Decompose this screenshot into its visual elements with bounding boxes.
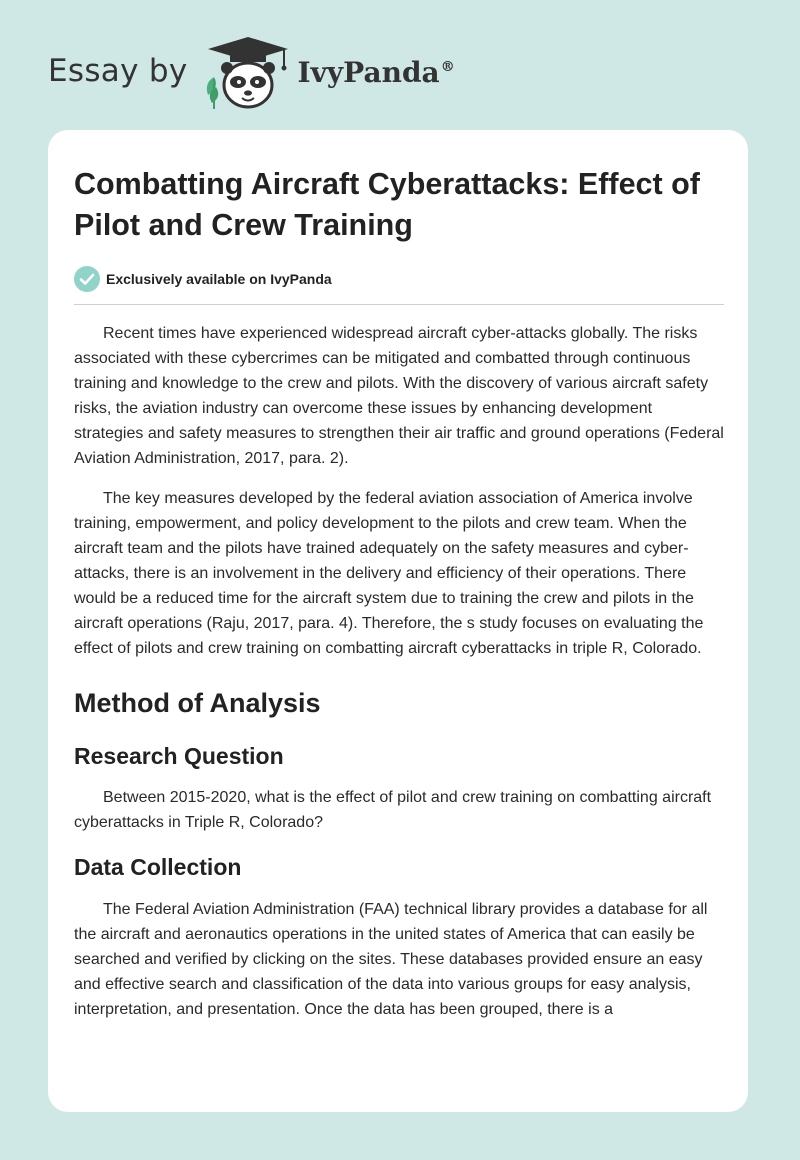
essay-content xyxy=(74,164,724,1022)
data-collection-heading: Data Collection xyxy=(74,854,242,880)
intro-paragraph-2: The key measures developed by the federal aviation association of America involve training, empowerment, and policy development to the pilots and crew team. When the aircraft team and the pilots have trained adequately on the safety measures and cyber-attacks, there is an involvement in the delivery and efficiency of their operations. There would be a reduced time for the aircraft system due to training the crew and pilots in the aircraft operations (Raju, 2017, para. 4). Therefore, the s study focuses on evaluating the effect of pilots and crew training on combatting aircraft cyberattacks in triple R, Colorado. xyxy=(74,490,704,657)
essay-by-label: Essay by xyxy=(48,53,188,89)
title-divider xyxy=(74,304,724,305)
site-header xyxy=(48,34,455,114)
essay-title: Combatting Aircraft Cyberattacks: Effect of Pilot and Crew Training xyxy=(74,167,700,242)
research-question-heading: Research Question xyxy=(74,743,284,769)
brand-name[interactable] xyxy=(298,56,455,89)
data-collection-paragraph: The Federal Aviation Administration (FAA) technical library provides a database for all the aircraft and aeronautics operations in the united states of America that can easily be searched and verified by clicking on the sites. These databases provided ensure an easy and effective search and classification of the data into various groups for easy analysis, interpretation, and presentation. Once the data has been grouped, there is a xyxy=(74,901,708,1018)
research-question-paragraph: Between 2015-2020, what is the effect of pilot and crew training on combatting aircraft cyberattacks in Triple R, Colorado? xyxy=(74,789,712,831)
essay-card xyxy=(48,130,748,1112)
exclusive-badge xyxy=(74,265,724,293)
registered-mark: ® xyxy=(440,59,455,76)
intro-paragraph-1: Recent times have experienced widespread aircraft cyber-attacks globally. The risks associated with these cybercrimes can be mitigated and combatted through continuous training and knowledge to the crew and pilots. With the discovery of various aircraft safety risks, the aviation industry can overcome these issues by enhancing development strategies and safety measures to strengthen their air traffic and ground operations (Federal Aviation Administration, 2017, para. 2). xyxy=(74,325,724,467)
check-circle-icon xyxy=(74,266,100,292)
exclusive-badge-label: Exclusively available on IvyPanda xyxy=(106,271,332,287)
panda-graduate-logo-icon[interactable] xyxy=(202,35,294,113)
brand-name-text: IvyPanda xyxy=(297,55,440,89)
method-heading: Method of Analysis xyxy=(74,688,321,718)
